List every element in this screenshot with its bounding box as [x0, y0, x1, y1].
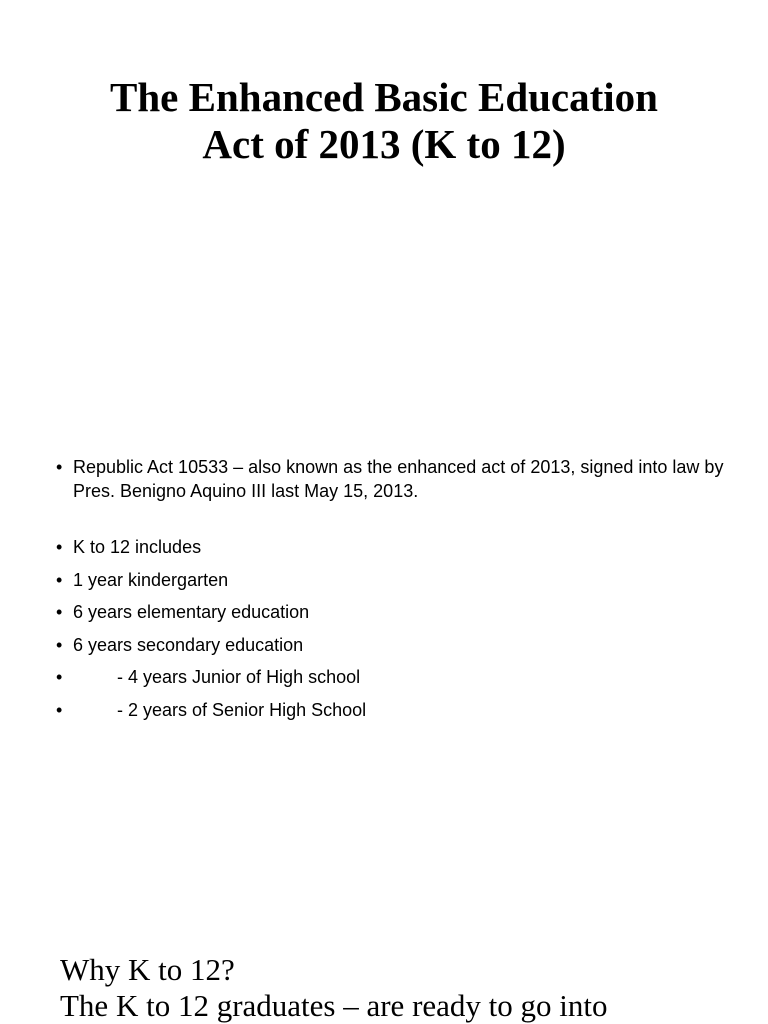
slide-title: The Enhanced Basic Education Act of 2013 (K to 12)	[110, 74, 658, 167]
list-item	[56, 633, 726, 657]
bullet-text: K to 12 includes	[73, 537, 202, 557]
bullet-text: - 4 years Junior of High school	[117, 667, 361, 687]
next-slide-body: The K to 12 graduates – are ready to go into	[60, 988, 608, 1023]
next-slide-title: Why K to 12?	[60, 952, 235, 987]
bullet-text: 1 year kindergarten	[73, 569, 229, 590]
bullet-text: 6 years elementary education	[73, 602, 310, 622]
bullet-icon: •	[56, 699, 63, 720]
next-slide-heading	[60, 952, 608, 1024]
bullet-icon: •	[56, 667, 63, 687]
list-item	[56, 698, 726, 722]
bullet-icon: •	[56, 457, 63, 477]
list-item	[56, 600, 726, 624]
bullet-icon: •	[56, 602, 63, 622]
list-item	[56, 665, 726, 689]
bullet-icon: •	[56, 537, 63, 557]
list-item	[56, 568, 726, 592]
bullet-text: Republic Act 10533 – also known as the enhanced act of 2013, signed into law by Pres. Benigno Aquino III last May 15, 2013.	[73, 457, 724, 501]
bullet-text: - 2 years of Senior High School	[117, 699, 367, 720]
bullet-icon: •	[56, 569, 63, 590]
bullet-icon: •	[56, 634, 63, 655]
bullet-list	[56, 455, 726, 730]
bullet-text: 6 years secondary education	[73, 634, 304, 655]
list-item	[56, 455, 726, 503]
list-item	[56, 535, 726, 559]
